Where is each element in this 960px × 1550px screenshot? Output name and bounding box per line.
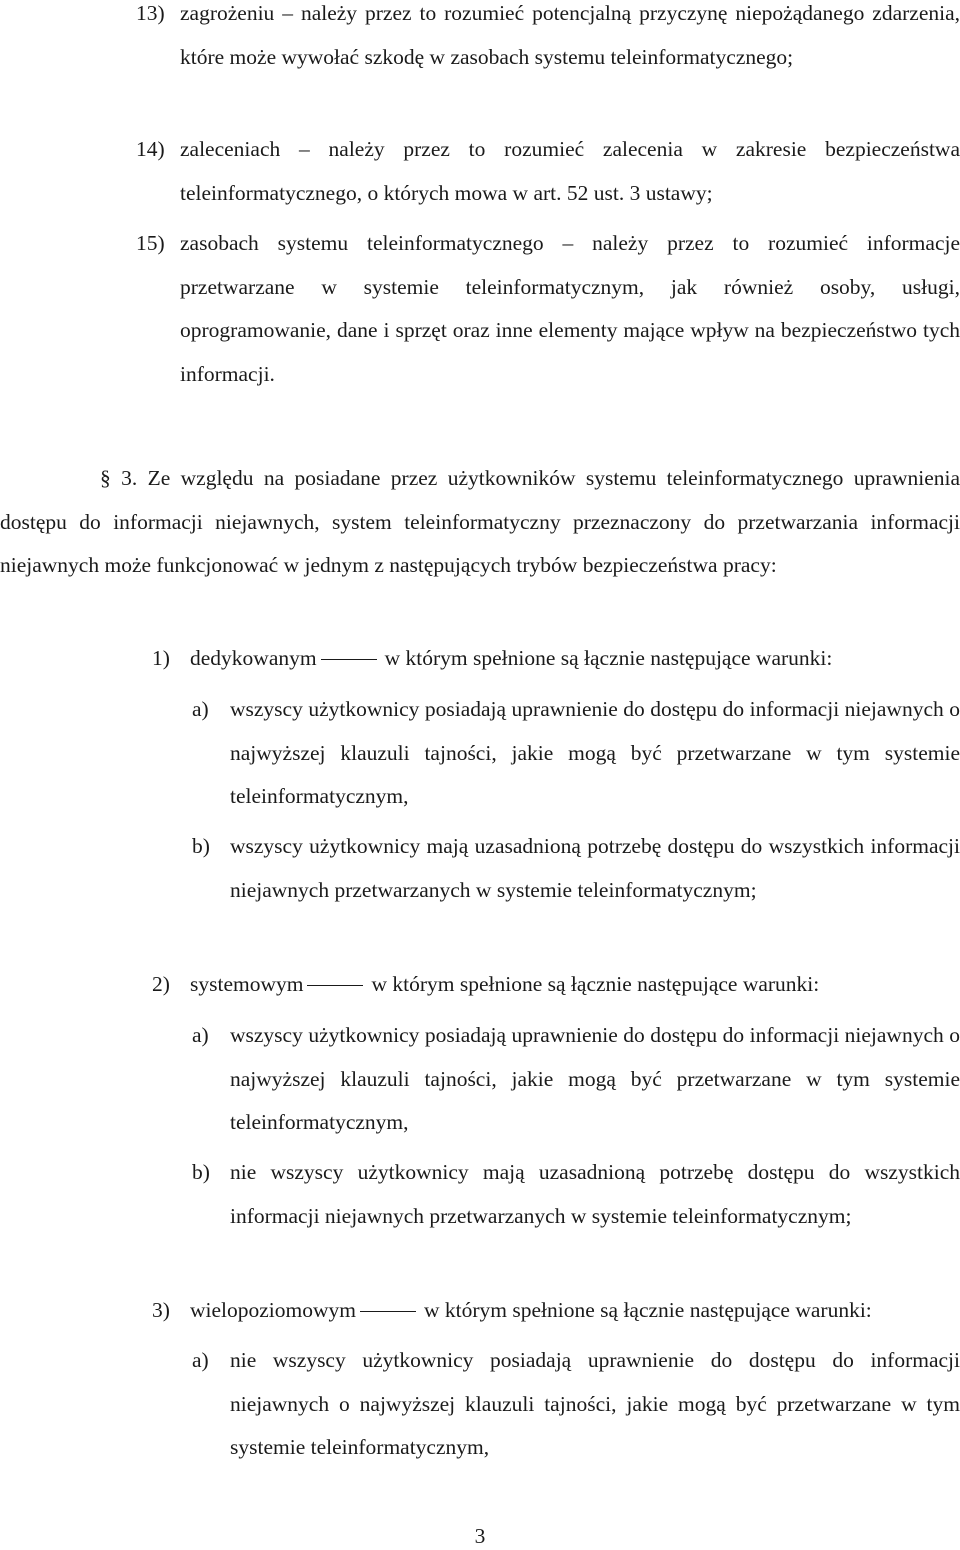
condition-letter: a) (192, 697, 209, 721)
mode-heading (190, 637, 832, 681)
section-marker: § 3. (100, 466, 138, 490)
em-dash-rule (360, 1311, 416, 1312)
mode-name: systemowym (190, 972, 304, 996)
condition-letter: b) (192, 1160, 210, 1184)
mode-heading (190, 1289, 872, 1333)
condition-text: nie wszyscy użytkownicy posiadają uprawnienie do dostępu do informacji niejawnych o najwyższej klauzuli tajności, jakie mogą być przetwarzane w tym systemie teleinformatycznym, (230, 1348, 960, 1459)
page-number: 3 (474, 1524, 486, 1548)
section-text: Ze względu na posiadane przez użytkowników systemu teleinformatycznego uprawnienia dostępu do informacji niejawnych, system teleinformatyczny przeznaczony do przetwarzania informacji niejawnych może funkcjonować w jednym z następujących trybów bezpieczeństwa pracy: (0, 466, 960, 577)
definition-item (0, 128, 960, 216)
definition-text: zagrożeniu – należy przez to rozumieć potencjalną przyczynę niepożądanego zdarzenia, które może wywołać szkodę w zasobach systemu teleinformatycznego; (180, 1, 960, 69)
mode-number: 3) (152, 1298, 170, 1322)
mode-rest: w którym spełnione są łącznie następujące warunki: (384, 646, 833, 670)
mode-name: dedykowanym (190, 646, 317, 670)
condition-letter: a) (192, 1023, 209, 1047)
mode-rest: w którym spełnione są łącznie następujące warunki: (424, 1298, 872, 1322)
mode-name: wielopoziomowym (190, 1298, 357, 1322)
definition-text: zasobach systemu teleinformatycznego – należy przez to rozumieć informacje przetwarzane w systemie teleinformatycznym, jak również osoby, usługi, oprogramowanie, dane i sprzęt oraz inne elementy mające wpływ na bezpieczeństwo tych informacji. (180, 231, 960, 386)
em-dash-rule (307, 985, 363, 986)
definition-number: 13) (136, 1, 165, 25)
mode-rest: w którym spełnione są łącznie następujące warunki: (371, 972, 820, 996)
em-dash-rule (321, 659, 377, 660)
definition-item (0, 0, 960, 122)
condition-text: wszyscy użytkownicy posiadają uprawnienie do dostępu do informacji niejawnych o najwyższej klauzuli tajności, jakie mogą być przetwarzane w tym systemie teleinformatycznym, (230, 697, 960, 808)
condition-text: wszyscy użytkownicy posiadają uprawnienie do dostępu do informacji niejawnych o najwyższej klauzuli tajności, jakie mogą być przetwarzane w tym systemie teleinformatycznym, (230, 1023, 960, 1134)
definition-number: 15) (136, 231, 165, 255)
condition-text: wszyscy użytkownicy mają uzasadnioną potrzebę dostępu do wszystkich informacji niejawnych przetwarzanych w systemie teleinformatycznym; (230, 834, 960, 902)
section-paragraph (0, 457, 960, 588)
condition-letter: a) (192, 1348, 209, 1372)
mode-heading (190, 963, 819, 1007)
definition-text: zaleceniach – należy przez to rozumieć zalecenia w zakresie bezpieczeństwa teleinformatycznego, o których mowa w art. 52 ust. 3 ustawy; (180, 137, 960, 205)
condition-letter: b) (192, 834, 210, 858)
definition-number: 14) (136, 137, 165, 161)
condition-text: nie wszyscy użytkownicy mają uzasadnioną potrzebę dostępu do wszystkich informacji niejawnych przetwarzanych w systemie teleinformatycznym; (230, 1160, 960, 1228)
mode-number: 2) (152, 972, 170, 996)
mode-number: 1) (152, 646, 170, 670)
definition-item (0, 222, 960, 398)
